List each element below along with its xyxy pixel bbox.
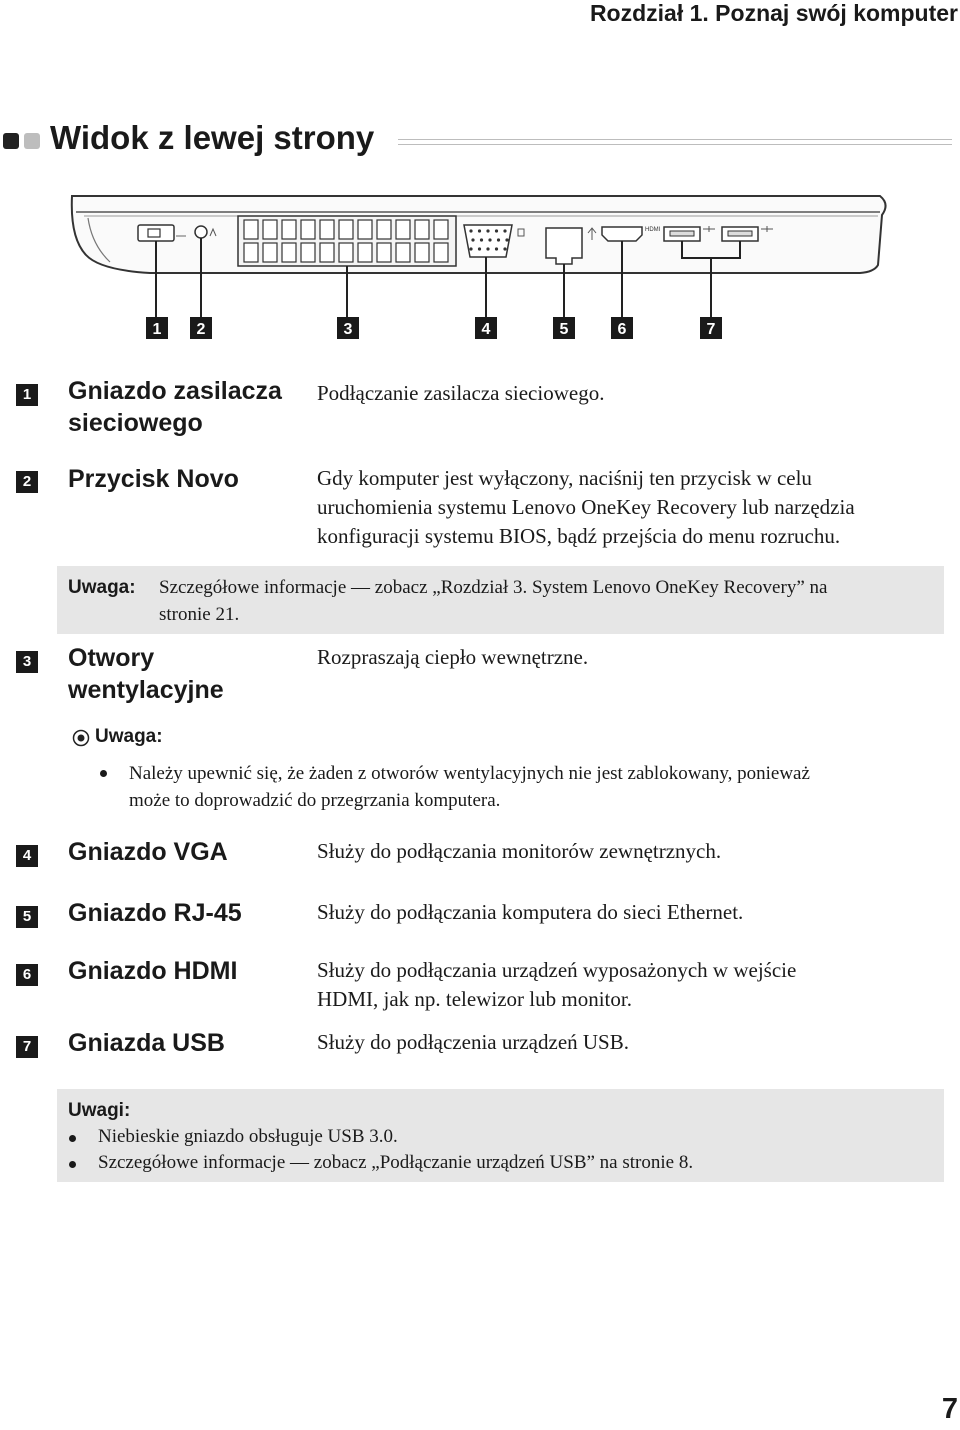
hdmi-port-label: HDMI bbox=[645, 227, 661, 233]
page-number: 7 bbox=[941, 1393, 958, 1425]
vga-pin bbox=[503, 229, 506, 232]
item-term-hdmi: Gniazdo HDMI bbox=[68, 957, 238, 985]
item-desc-hdmi bbox=[317, 956, 947, 1014]
desc-line: konfiguracji systemu BIOS, bądź przejścia do menu rozruchu. bbox=[317, 524, 841, 548]
note-text bbox=[159, 574, 939, 628]
vent-slot bbox=[396, 243, 410, 262]
term-line: Otwory bbox=[68, 644, 155, 672]
item-term-novo-button: Przycisk Novo bbox=[68, 465, 239, 493]
vent-slot bbox=[396, 220, 410, 239]
note-label: Uwaga: bbox=[95, 726, 163, 747]
callout-number: 6 bbox=[617, 321, 627, 338]
note-line: Należy upewnić się, że żaden z otworów wentylacyjnych nie jest zablokowany, ponieważ bbox=[129, 763, 810, 784]
item-desc-vents: Rozpraszają ciepło wewnętrzne. bbox=[317, 645, 589, 669]
vent-slot bbox=[320, 243, 334, 262]
vga-pin bbox=[478, 247, 481, 250]
bullet bbox=[100, 770, 107, 777]
desc-line: Służy do podłączania urządzeń wyposażonych w wejście bbox=[317, 958, 797, 982]
vent-slot bbox=[339, 243, 353, 262]
item-number-5: 5 bbox=[16, 906, 38, 928]
term-line: wentylacyjne bbox=[68, 676, 224, 704]
note-line: Szczegółowe informacje — zobacz „Rozdział 3. System Lenovo OneKey Recovery” na bbox=[159, 577, 828, 598]
vent-slot bbox=[263, 243, 277, 262]
callout-number: 1 bbox=[152, 321, 162, 338]
bullet bbox=[69, 1135, 76, 1142]
vent-slot bbox=[282, 220, 296, 239]
vga-pin bbox=[486, 229, 489, 232]
vga-pin bbox=[469, 229, 472, 232]
section-squares-icon bbox=[3, 130, 43, 152]
note-line: może to doprowadzić do przegrzania komputera. bbox=[129, 790, 501, 811]
item-number-4: 4 bbox=[16, 845, 38, 867]
vga-pin bbox=[478, 229, 481, 232]
vent-slot bbox=[301, 220, 315, 239]
callout-4 bbox=[475, 317, 497, 339]
note-line: Niebieskie gniazdo obsługuje USB 3.0. bbox=[98, 1126, 398, 1147]
vent-slot bbox=[282, 243, 296, 262]
vent-slot bbox=[301, 243, 315, 262]
note-line: stronie 21. bbox=[159, 604, 240, 625]
note-label: Uwaga: bbox=[68, 577, 136, 598]
vent-slot bbox=[377, 243, 391, 262]
callout-3 bbox=[337, 317, 359, 339]
section-title: Widok z lewej strony bbox=[50, 119, 375, 156]
callout-5 bbox=[553, 317, 575, 339]
callout-number: 2 bbox=[196, 321, 206, 338]
item-term-rj45: Gniazdo RJ-45 bbox=[68, 899, 242, 927]
notes-label: Uwagi: bbox=[68, 1100, 131, 1121]
item-number-7: 7 bbox=[16, 1036, 38, 1058]
item-desc-vga: Służy do podłączania monitorów zewnętrznych. bbox=[317, 839, 722, 863]
vga-pin bbox=[471, 238, 474, 241]
vga-pin bbox=[505, 238, 508, 241]
desc-line: HDMI, jak np. telewizor lub monitor. bbox=[317, 987, 632, 1011]
vga-pin bbox=[503, 247, 506, 250]
vent-slot bbox=[244, 243, 258, 262]
vent-slot bbox=[339, 220, 353, 239]
section-divider bbox=[398, 139, 952, 145]
item-term-vga: Gniazdo VGA bbox=[68, 838, 228, 866]
vga-pin bbox=[480, 238, 483, 241]
callout-6 bbox=[611, 317, 633, 339]
note-circle-icon bbox=[72, 729, 90, 747]
item-number-1: 1 bbox=[16, 384, 38, 406]
item-desc-usb: Służy do podłączenia urządzeń USB. bbox=[317, 1030, 629, 1054]
item-desc-power-jack: Podłączanie zasilacza sieciowego. bbox=[317, 381, 605, 405]
callout-7 bbox=[700, 317, 722, 339]
term-line: Gniazdo zasilacza bbox=[68, 377, 282, 405]
item-term-usb: Gniazda USB bbox=[68, 1029, 225, 1057]
callout-number: 3 bbox=[343, 321, 353, 338]
item-number-2: 2 bbox=[16, 471, 38, 493]
vent-slot bbox=[434, 243, 448, 262]
callout-1 bbox=[146, 317, 168, 339]
term-line: sieciowego bbox=[68, 409, 203, 437]
vent-slot bbox=[358, 243, 372, 262]
callout-number: 5 bbox=[559, 321, 569, 338]
item-term-power-jack bbox=[68, 375, 282, 439]
vent-slot bbox=[358, 220, 372, 239]
item-desc-novo-button bbox=[317, 464, 947, 551]
item-number-3: 3 bbox=[16, 651, 38, 673]
vga-pin bbox=[495, 247, 498, 250]
item-desc-rj45: Służy do podłączania komputera do sieci Ethernet. bbox=[317, 900, 744, 924]
note-text-vents bbox=[129, 760, 939, 814]
vent-slot bbox=[320, 220, 334, 239]
vent-slot bbox=[434, 220, 448, 239]
callout-number: 7 bbox=[706, 321, 716, 338]
vent-slot bbox=[415, 220, 429, 239]
vga-pin bbox=[495, 229, 498, 232]
item-number-6: 6 bbox=[16, 964, 38, 986]
callout-number: 4 bbox=[481, 321, 491, 338]
note-box-novo bbox=[57, 566, 944, 634]
bullet bbox=[69, 1161, 76, 1168]
vga-pin bbox=[486, 247, 489, 250]
vent-slot bbox=[263, 220, 277, 239]
item-term-vents bbox=[68, 642, 224, 706]
vent-slot bbox=[377, 220, 391, 239]
vent-slot bbox=[415, 243, 429, 262]
chapter-header: Rozdział 1. Poznaj swój komputer bbox=[589, 0, 958, 26]
laptop-left-side-diagram bbox=[60, 185, 900, 350]
notes-box-usb bbox=[57, 1089, 944, 1182]
desc-line: Gdy komputer jest wyłączony, naciśnij ten przycisk w celu bbox=[317, 466, 812, 490]
vga-pin bbox=[488, 238, 491, 241]
desc-line: uruchomienia systemu Lenovo OneKey Recovery lub narzędzia bbox=[317, 495, 855, 519]
vga-pin bbox=[497, 238, 500, 241]
vga-pin bbox=[469, 247, 472, 250]
callout-2 bbox=[190, 317, 212, 339]
vent-slot bbox=[244, 220, 258, 239]
note-line: Szczegółowe informacje — zobacz „Podłączanie urządzeń USB” na stronie 8. bbox=[98, 1152, 694, 1173]
